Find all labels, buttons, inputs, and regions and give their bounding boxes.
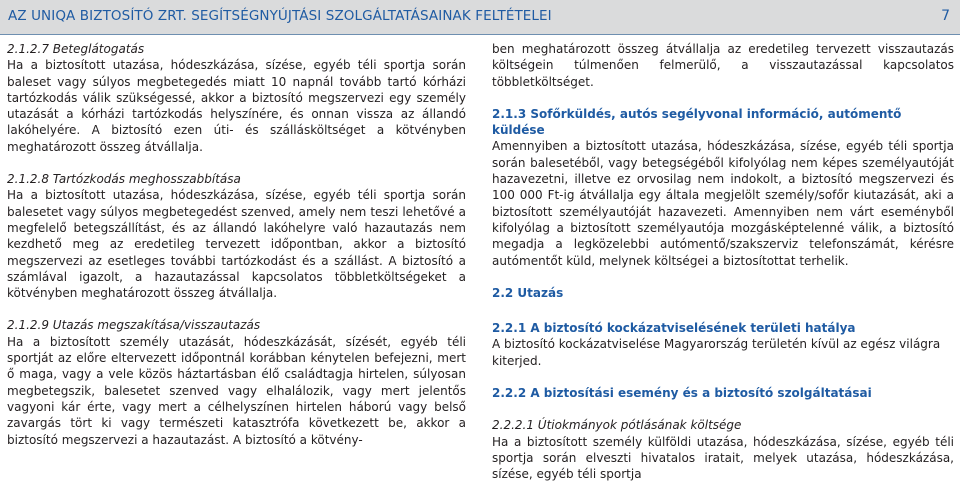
continuation-paragraph: ben meghatározott összeg átvállalja az eredetileg tervezett visszautazás költségein túlmenően felmerülő, a visszautazással kapcsolatos többletköltséget. — [492, 42, 954, 89]
section-2-2-2-1-heading: 2.2.2.1 Útiokmányok pótlásának költsége — [492, 418, 742, 433]
section-2-2-1-heading: 2.2.1 A biztosító kockázatviselésének területi hatálya — [492, 321, 856, 336]
document-title: AZ UNIQA BIZTOSÍTÓ ZRT. SEGÍTSÉGNYÚJTÁSI SZOLGÁLTATÁSAINAK FELTÉTELEI — [8, 8, 552, 24]
section-2-1-2-7-heading: 2.1.2.7 Beteglátogatás — [7, 42, 145, 56]
section-2-1-3-body: Amennyiben a biztosított utazása, hódeszkázása, sízése, egyéb téli sportja során balesetéből, vagy betegségéből kifolyólag nem képes személyautóját hazavezetni, illetve ez orvosilag nem indokolt, a biztosító megszervezi és 100 000 Ft-ig átvállalja egy általa megjelölt személy/sofőr kiutazását, aki a biztosított személyautóját hazavezeti. Amennyiben nem várt eseményből kifolyólag a biztosított személyautója mozgásképtelenné válik, a biztosító megadja a legközelebbi autómentő/szakszerviz telefonszámát, kérésre autómentőt küld, melynek költségei a biztosítottat terhelik. — [492, 139, 954, 268]
section-2-1-2-9-heading: 2.1.2.9 Utazás megszakítása/visszautazás — [7, 318, 261, 333]
left-column — [7, 41, 466, 448]
section-2-2-2-1-body: Ha a biztosított személy külföldi utazása, hódeszkázása, sízése, egyéb téli sportja során elveszti hivatalos iratait, melyek utazása, hódeszkázása, sízése, egyéb téli sportja — [492, 434, 954, 482]
section-2-1-2-8-heading: 2.1.2.8 Tartózkodás meghosszabbítása — [7, 172, 241, 187]
section-2-2-heading: 2.2 Utazás — [492, 285, 564, 300]
document-header — [0, 0, 960, 35]
right-column — [492, 41, 954, 483]
section-2-1-2-8-body: Ha a biztosított utazása, hódeszkázása, sízése, egyéb téli sportja során balesetet vagy súlyos megbetegedést szenved, amely nem teszi lehetővé a megfelelő betegszállítást, és az állandó lakóhelyre való hazautazás nem kezdhető meg az eredetileg tervezett időpontban, akkor a biztosító megszervezi az esetleges további tartózkodást és a szállást. A biztosító a számlával igazolt, a hazautazással kapcsolatos többletköltségeket a kötvényben meghatározott összeg átvállalja. — [7, 188, 466, 301]
section-2-1-2-9-body: Ha a biztosított személy utazását, hódeszkázását, sízését, egyéb téli sportját az előre eltervezett időpontnál korábban kénytelen befejezni, mert ő maga, vagy a vele közös háztartásban élő családtagja hirtelen, súlyosan megbetegszik, balesetet szenved vagy elhalálozik, vagy mert jelentős vagyoni kár érte, vagy mert a célhelyszínen hirtelen háború vagy belső zavargás tört ki vagy természeti katasztrófa következett be, akkor a biztosító megszervezi a hazautazást. A biztosító a kötvény- — [7, 334, 466, 447]
section-2-1-2-7-body: Ha a biztosított utazása, hódeszkázása, sízése, egyéb téli sportja során baleset vagy súlyos megbetegedés miatt 10 napnál tovább tartó kórházi tartózkodás válik szükségessé, akkor a biztosító megszervezi egy személy utazását a kórházi tartózkodás helyszínére, és onnan vissza az állandó lakóhelyére. A biztosító ezen úti- és szállásköltséget a kötvényben meghatározott összeg átvállalja. — [7, 58, 466, 154]
section-2-2-2-heading: 2.2.2 A biztosítási esemény és a biztosító szolgáltatásai — [492, 386, 872, 401]
section-2-1-3-heading: 2.1.3 Sofőrküldés, autós segélyvonal információ, autómentő küldése — [492, 106, 902, 138]
page-number: 7 — [941, 8, 950, 24]
section-2-2-1-body: A biztosító kockázatviselése Magyarország területén kívül az egész világra kiterjed. — [492, 337, 941, 368]
